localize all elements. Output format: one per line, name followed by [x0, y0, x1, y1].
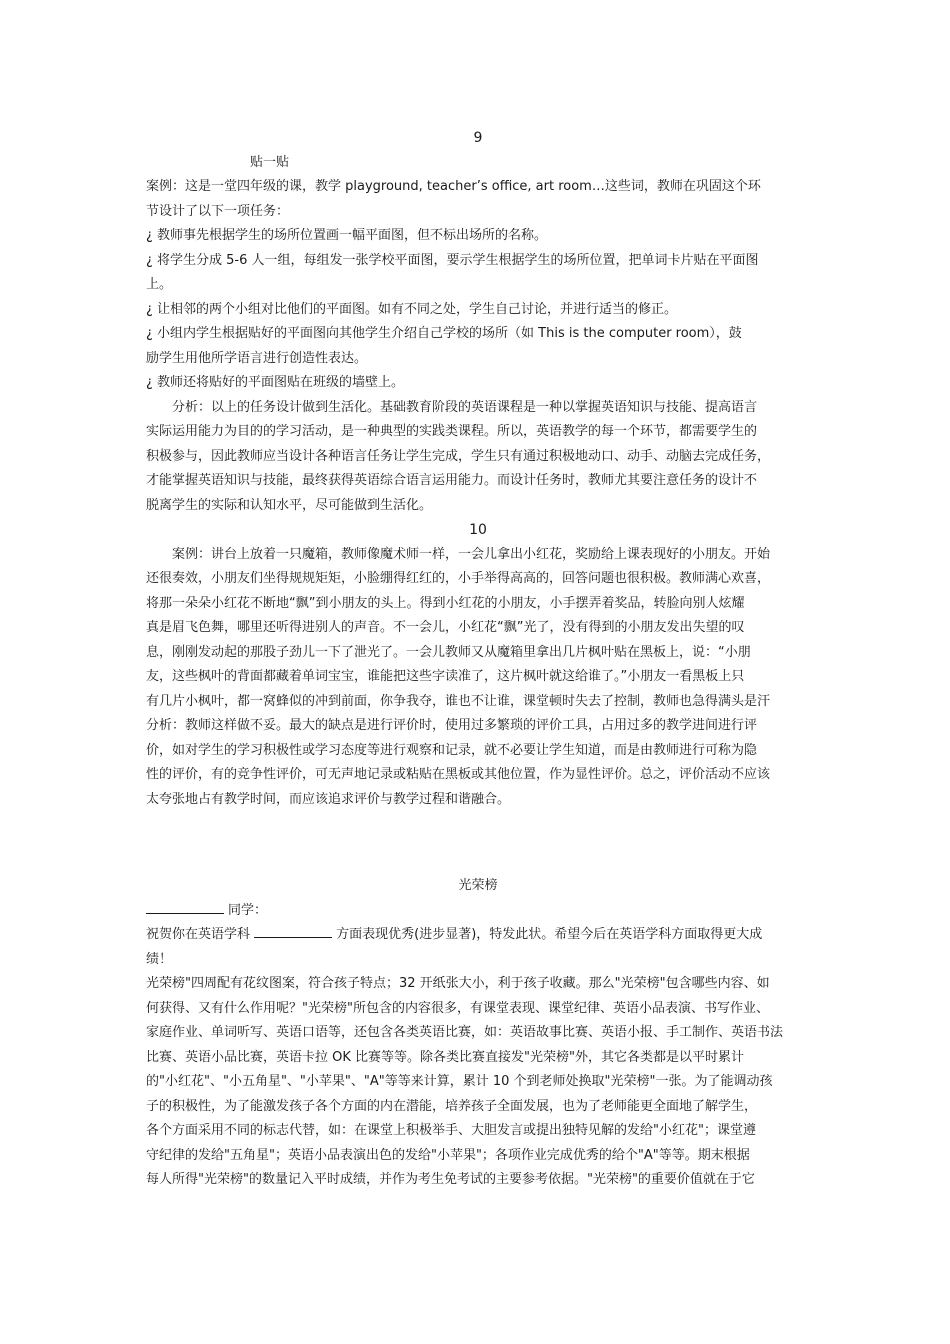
section-10-line: 分析：教师这样做不妥。最大的缺点是进行评价时，使用过多繁琐的评价工具，占用过多的教学进间进行评 [146, 718, 758, 733]
section-10-line: 还很奏效，小朋友们坐得规规矩矩，小脸绷得红红的，小手举得高高的，回答问题也很积极。教师满心欢喜， [146, 571, 771, 586]
section-10-line: 性的评价，有的竞争性评价，可无声地记录或粘贴在黑板或其他位置，作为显性评价。总之，评价活动不应该 [146, 767, 771, 782]
honor-student-line [146, 899, 810, 924]
honor-line: 守纪律的发给"五角星"；英语小品表演出色的发给"小苹果"；各项作业完成优秀的给个"A"等等。期末根据 [146, 1147, 750, 1163]
student-suffix: 同学： [228, 902, 268, 918]
honor-line: 子的积极性，为了能激发孩子各个方面的内在潜能，培养孩子全面发展，也为了老师能更全面地了解学生， [146, 1098, 758, 1114]
honor-line: 各个方面采用不同的标志代替，如：在课堂上积极举手、大胆发言或提出独特见解的发给"小红花"；课堂遵 [146, 1123, 756, 1138]
section-9-bullet: ¿ 将学生分成 5-6 人一组，每组发一张学校平面图，要示学生根据学生的场所位置，把单词卡片贴在平面图 [146, 252, 759, 268]
section-9-bullet: ¿ 教师事先根据学生的场所位置画一幅平面图，但不标出场所的名称。 [146, 228, 548, 243]
section-9-line: 励学生用他所学语言进行创造性表达。 [146, 350, 368, 366]
document-page [146, 126, 810, 1193]
honor-congrats-end: 绩！ [146, 951, 173, 967]
honor-line: 的"小红花"、"小五角星"、"小苹果"、"A"等等来计算，累计 10 个到老师处换取"光荣榜"一张。为了能调动孩 [146, 1074, 773, 1089]
section-9-analysis: 分析：以上的任务设计做到生活化。基础教育阶段的英语课程是一种以掌握英语知识与技能、提高语言 [172, 399, 758, 415]
section-10-number: 10 [469, 522, 487, 538]
congrats-text-a: 祝贺你在英语学科 [146, 927, 251, 942]
honor-line: 家庭作业、单词听写、英语口语等，还包含各类英语比赛，如：英语故事比赛、英语小报、手工制作、英语书法 [146, 1025, 784, 1040]
honor-line: 光荣榜"四周配有花纹图案，符合孩子特点；32 开纸张大小，利于孩子收藏。那么"光荣榜"包含哪些内容、如 [146, 976, 770, 991]
section-gap [146, 812, 810, 874]
section-9-line: 案例：这是一堂四年级的课，教学 playground, teacher’s office, art room…这些词，教师在巩固这个环 [146, 179, 761, 194]
subject-aspect-blank [254, 925, 332, 938]
section-9-bullet: ¿ 小组内学生根据贴好的平面图向其他学生介绍自己学校的场所（如 This is the computer room），鼓 [146, 326, 742, 341]
section-9-bullet: ¿ 教师还将贴好的平面图贴在班级的墙壁上。 [146, 375, 405, 390]
section-9-analysis-line: 脱离学生的实际和认知水平，尽可能做到生活化。 [146, 497, 433, 513]
section-10-line: 太夸张地占有教学时间，而应该追求评价与教学过程和谐融合。 [146, 791, 511, 807]
section-9-analysis-line: 积极参与，因此教师应当设计各种语言任务让学生完成，学生只有通过积极地动口、动手、动脑去完成任务， [146, 448, 771, 464]
section-9-analysis-line: 实际运用能力为目的的学习活动，是一种典型的实践类课程。所以，英语教学的每一个环节，都需要学生的 [146, 424, 758, 439]
honor-line: 每人所得"光荣榜"的数量记入平时成绩，并作为考生免考试的主要参考依据。"光荣榜"的重要价值就在于它 [146, 1172, 755, 1187]
section-10-line: 息，刚刚发动起的那股子劲儿一下了泄光了。一会儿教师又从魔箱里拿出几片枫叶贴在黑板上，说：“小朋 [146, 644, 751, 660]
section-9-line: 节设计了以下一项任务： [146, 203, 290, 219]
section-9-number: 9 [473, 130, 483, 146]
congrats-text-b: 方面表现优秀(进步显著)，特发此状。希望今后在英语学科方面取得更大成 [336, 927, 763, 942]
section-9-analysis-line: 才能掌握英语知识与技能，最终获得英语综合语言运用能力。而设计任务时，教师尤其要注意任务的设计不 [146, 473, 758, 488]
section-10-line: 有几片小枫叶，都一窝蜂似的冲到前面，你争我夺，谁也不让谁，课堂顿时失去了控制，教师也急得满头是汗 [146, 693, 771, 709]
honor-line: 何获得、又有什么作用呢？"光荣榜"所包含的内容很多，有课堂表现、课堂纪律、英语小品表演、书写作业、 [146, 1000, 769, 1016]
section-10-case: 案例：讲台上放着一只魔箱，教师像魔术师一样，一会儿拿出小红花，奖励给上课表现好的小朋友。开始 [172, 546, 771, 562]
section-10-line: 价，如对学生的学习积极性或学习态度等进行观察和记录，就不必要让学生知道，而是由教师进行可称为隐 [146, 742, 758, 758]
honor-line: 比赛、英语小品比赛，英语卡拉 OK 比赛等等。除各类比赛直接发"光荣榜"外，其它各类都是以平时累计 [146, 1049, 744, 1065]
section-10-line: 真是眉飞色舞，哪里还听得进别人的声音。不一会儿，小红花“飘”光了，没有得到的小朋友发出失望的叹 [146, 620, 745, 635]
section-10-line: 友，这些枫叶的背面都藏着单词宝宝，谁能把这些字读准了，这片枫叶就这给谁了。”小朋友一看黑板上只 [146, 669, 745, 684]
student-name-blank [146, 901, 224, 914]
honor-title: 光荣榜 [458, 878, 498, 893]
honor-congrats-line [146, 923, 810, 948]
section-9-bullet: ¿ 让相邻的两个小组对比他们的平面图。如有不同之处，学生自己讨论，并进行适当的修正。 [146, 301, 678, 317]
section-9-line: 上。 [146, 277, 173, 292]
section-10-line: 将那一朵朵小红花不断地“飘”到小朋友的头上。得到小红花的小朋友，小手摆弄着奖品，转脸向别人炫耀 [146, 595, 745, 611]
section-9-subtitle: 贴一贴 [250, 154, 290, 170]
